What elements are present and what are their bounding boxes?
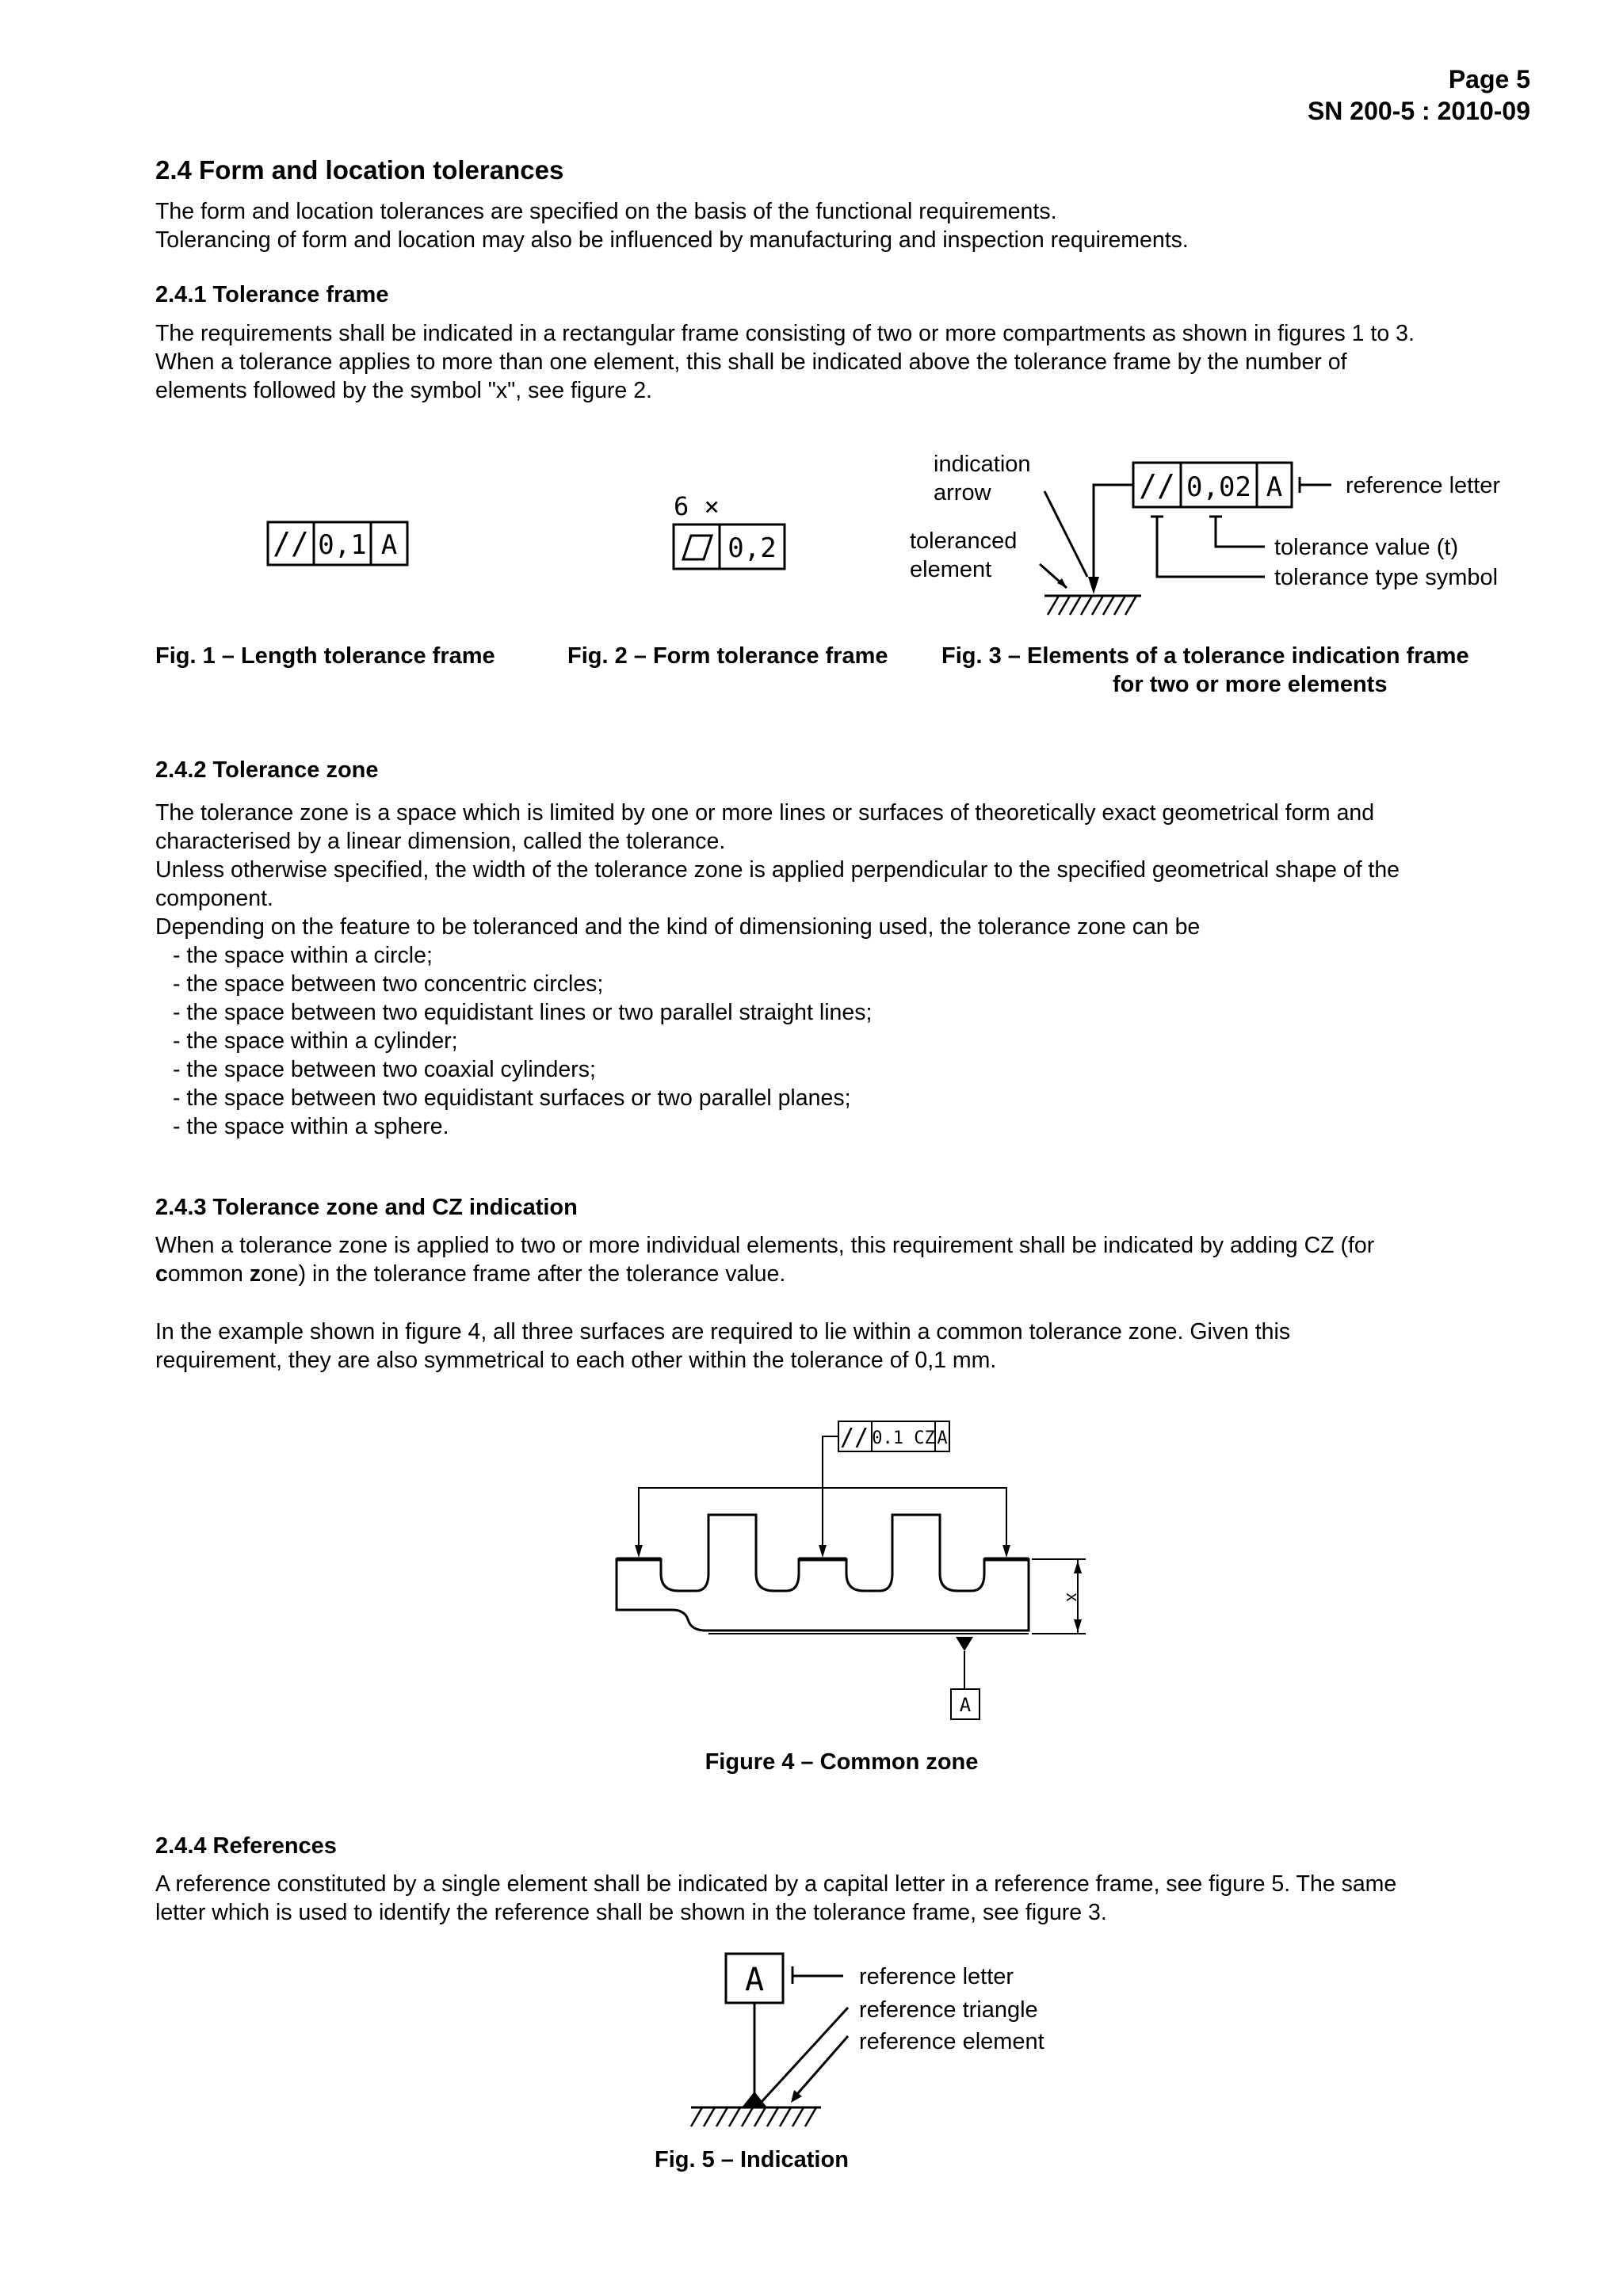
parallelism-symbol: //	[1139, 468, 1175, 503]
list-item: - the space between two equidistant surfaces or two parallel planes;	[173, 1085, 851, 1111]
section-title-2-4-4: 2.4.4 References	[155, 1833, 337, 1859]
page-number: Page 5	[1448, 65, 1530, 93]
tolerance-value-cz: 0.1 CZ	[872, 1428, 935, 1448]
paragraph: letter which is used to identify the reference shall be shown in the tolerance frame, see figure 3.	[155, 1900, 1107, 1925]
paragraph: Tolerancing of form and location may also be influenced by manufacturing and inspection requirements.	[155, 227, 1189, 253]
tolerance-value: 0,02	[1186, 471, 1251, 503]
section-title-2-4: 2.4 Form and location tolerances	[155, 155, 564, 185]
label-toleranced: toleranced	[910, 528, 1018, 554]
paragraph: The form and location tolerances are specified on the basis of the functional requirements.	[155, 199, 1057, 224]
paragraph: The requirements shall be indicated in a rectangular frame consisting of two or more compartments as shown in figures 1 to 3.	[155, 321, 1415, 346]
element-count: 6 ×	[674, 491, 720, 521]
paragraph: A reference constituted by a single element shall be indicated by a capital letter in a reference frame, see figure 5. The same	[155, 1871, 1397, 1897]
figure-1-caption: Fig. 1 – Length tolerance frame	[155, 643, 495, 669]
label-element: element	[910, 557, 992, 582]
figure-4-diagram	[610, 1415, 1102, 1732]
figure-4-caption: Figure 4 – Common zone	[705, 1749, 979, 1775]
figure-3-caption-line-2: for two or more elements	[1113, 672, 1388, 697]
reference-letter: A	[937, 1428, 948, 1448]
figure-3-diagram	[903, 444, 1537, 634]
label-indication: indication	[934, 452, 1031, 477]
list-item: - the space between two coaxial cylinders;	[173, 1057, 596, 1082]
parallelism-symbol: //	[839, 1424, 869, 1451]
section-title-2-4-2: 2.4.2 Tolerance zone	[155, 757, 379, 783]
figure-5-diagram	[682, 1949, 1094, 2139]
paragraph: requirement, they are also symmetrical to each other within the tolerance of 0,1 mm.	[155, 1348, 997, 1373]
text: ommon	[167, 1261, 250, 1287]
figure-5-caption: Fig. 5 – Indication	[655, 2147, 849, 2172]
label-tolerance-type: tolerance type symbol	[1274, 565, 1499, 590]
paragraph: elements followed by the symbol "x", see figure 2.	[155, 378, 652, 403]
list-item: - the space between two concentric circles;	[173, 971, 604, 997]
section-title-2-4-1: 2.4.1 Tolerance frame	[155, 282, 389, 307]
list-item: - the space within a circle;	[173, 943, 433, 968]
label-reference-triangle: reference triangle	[859, 1997, 1038, 2023]
reference-letter: A	[1266, 471, 1283, 503]
flatness-symbol	[683, 536, 712, 559]
emphasis-c: c	[155, 1261, 168, 1287]
label-arrow: arrow	[934, 480, 991, 505]
section-title-2-4-3: 2.4.3 Tolerance zone and CZ indication	[155, 1195, 578, 1220]
paragraph: When a tolerance zone is applied to two or more individual elements, this requirement shall be indicated by adding CZ (for	[155, 1233, 1375, 1258]
paragraph: In the example shown in figure 4, all three surfaces are required to lie within a common tolerance zone. Given this	[155, 1319, 1291, 1344]
figure-2-tolerance-frame	[670, 490, 789, 577]
tolerance-value: 0,2	[727, 532, 777, 564]
reference-letter: A	[380, 529, 398, 561]
paragraph: component.	[155, 886, 273, 911]
figure-3-caption: Fig. 3 – Elements of a tolerance indication frame	[941, 643, 1469, 669]
dimension-label: x	[1063, 1592, 1083, 1602]
parallelism-symbol: //	[273, 526, 309, 561]
label-tolerance-value: tolerance value (t)	[1274, 535, 1459, 560]
reference-letter: A	[744, 1962, 765, 1998]
tolerance-zone-list	[155, 941, 872, 1141]
text: one) in the tolerance frame after the tolerance value.	[261, 1261, 786, 1287]
paragraph	[155, 1260, 1534, 1288]
label-reference-letter: reference letter	[1346, 473, 1501, 498]
paragraph: The tolerance zone is a space which is limited by one or more lines or surfaces of theoretically exact geometrical form and	[155, 800, 1375, 826]
paragraph: Depending on the feature to be toleranced and the kind of dimensioning used, the tolerance zone can be	[155, 914, 1201, 940]
paragraph: Unless otherwise specified, the width of the tolerance zone is applied perpendicular to the specified geometrical shape of the	[155, 857, 1400, 883]
list-item: - the space between two equidistant lines or two parallel straight lines;	[173, 1000, 873, 1025]
document-id: SN 200-5 : 2010-09	[1307, 97, 1530, 125]
paragraph: When a tolerance applies to more than one element, this shall be indicated above the tolerance frame by the number of	[155, 349, 1347, 375]
emphasis-z: z	[249, 1261, 262, 1287]
label-reference-letter: reference letter	[859, 1964, 1014, 1989]
tolerance-value: 0,1	[318, 529, 367, 561]
figure-1-tolerance-frame	[266, 520, 412, 569]
list-item: - the space within a cylinder;	[173, 1028, 458, 1054]
paragraph: characterised by a linear dimension, called the tolerance.	[155, 829, 726, 854]
datum-letter: A	[959, 1694, 972, 1716]
list-item: - the space within a sphere.	[173, 1114, 449, 1139]
label-reference-element: reference element	[859, 2029, 1044, 2054]
figure-2-caption: Fig. 2 – Form tolerance frame	[567, 643, 888, 669]
